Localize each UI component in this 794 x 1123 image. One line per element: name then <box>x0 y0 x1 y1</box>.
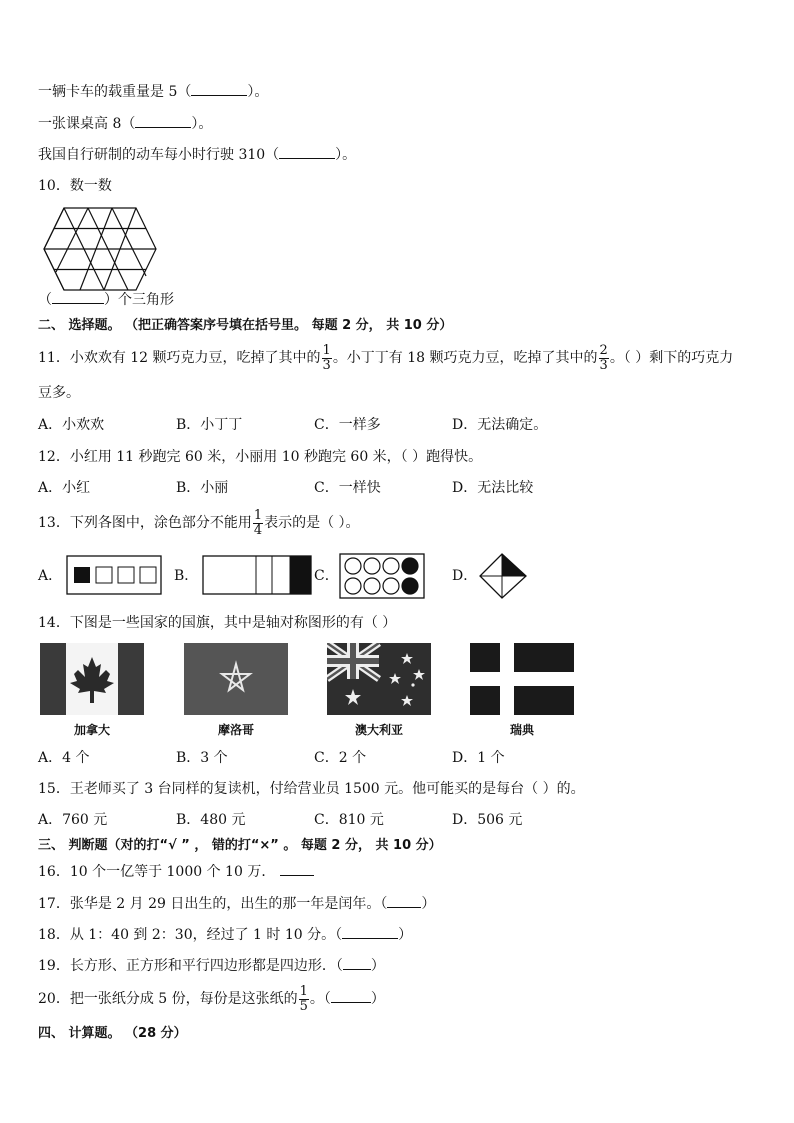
q14-option-d[interactable]: D．1 个 <box>452 750 505 766</box>
triangle-hexagon-figure <box>42 206 158 292</box>
q13-figure-a <box>66 555 162 595</box>
q12-option-a[interactable]: A．小红 <box>38 480 91 496</box>
q15-option-a[interactable]: A．760 元 <box>38 812 108 828</box>
q12-text: 12．小红用 11 秒跑完 60 米，小丽用 10 秒跑完 60 米，（ ）跑得快。 <box>38 449 483 465</box>
australia-flag <box>327 643 431 715</box>
q17-text: 17．张华是 2 月 29 日出生的，出生的那一年是闰年。（ ） <box>38 896 436 912</box>
flag-caption-australia: 澳大利亚 <box>354 723 403 737</box>
answer-blank[interactable] <box>191 83 247 96</box>
q13-option-d-label[interactable]: D． <box>452 568 478 584</box>
flag-caption-sweden: 瑞典 <box>509 723 534 737</box>
flag-caption-canada: 加拿大 <box>73 723 110 737</box>
q11-text: 11．小欢欢有 12 颗巧克力豆，吃掉了其中的 $\frac{1}{3}$ 。小丁丁有 18 颗巧克力豆，吃掉了其中的 $\frac{2}{3}$ 。（ ）剩下的巧克力 <box>38 342 734 373</box>
q11-text-line2: 豆多。 <box>38 385 80 401</box>
q13-option-c-label[interactable]: C． <box>314 568 339 584</box>
section-3-title: 三、 判断题（对的打“√ ” ， 错的打“×” 。 每题 2 分， 共 10 分） <box>38 838 442 853</box>
q12-option-c[interactable]: C．一样快 <box>314 480 381 496</box>
q15-option-c[interactable]: C．810 元 <box>314 812 384 828</box>
answer-blank[interactable] <box>342 926 398 939</box>
canada-flag <box>40 643 144 715</box>
q14-option-c[interactable]: C．2 个 <box>314 750 367 766</box>
q10-answer: （ ）个三角形 <box>38 292 174 308</box>
truck-question: 一辆卡车的载重量是 5（ ）。 <box>38 84 269 100</box>
q11-option-d[interactable]: D．无法确定。 <box>452 417 548 433</box>
q14-option-b[interactable]: B．3 个 <box>176 750 228 766</box>
flag-caption-morocco: 摩洛哥 <box>217 723 254 737</box>
desk-question: 一张课桌高 8（ ）。 <box>38 116 213 132</box>
q15-option-d[interactable]: D．506 元 <box>452 812 523 828</box>
answer-blank[interactable] <box>52 291 104 304</box>
fraction: $\frac{1}{4}$ <box>253 507 263 538</box>
fraction: $\frac{2}{3}$ <box>599 342 608 373</box>
q10-title: 10．数一数 <box>38 178 112 194</box>
sweden-flag <box>470 643 574 715</box>
answer-blank[interactable] <box>343 957 371 970</box>
q20-text: 20．把一张纸分成 5 份，每份是这张纸的 $\frac{1}{5}$ 。（ ） <box>38 983 385 1014</box>
answer-blank[interactable] <box>135 115 191 128</box>
section-4-title: 四、 计算题。 （28 分） <box>38 1026 187 1041</box>
q13-figure-c <box>339 553 425 599</box>
q19-text: 19．长方形、正方形和平行四边形都是四边形．（ ） <box>38 958 385 974</box>
fraction: $\frac{1}{5}$ <box>299 983 308 1014</box>
q15-option-b[interactable]: B．480 元 <box>176 812 246 828</box>
morocco-flag <box>184 643 288 715</box>
section-2-title: 二、 选择题。 （把正确答案序号填在括号里。 每题 2 分， 共 10 分） <box>38 318 453 333</box>
q11-option-a[interactable]: A．小欢欢 <box>38 417 105 433</box>
q13-figure-b <box>202 555 312 595</box>
answer-blank[interactable] <box>279 146 335 159</box>
answer-blank[interactable] <box>280 863 314 876</box>
q14-text: 14．下图是一些国家的国旗，其中是轴对称图形的有（ ） <box>38 615 397 631</box>
q11-option-c[interactable]: C．一样多 <box>314 417 381 433</box>
q18-text: 18．从 1：40 到 2：30，经过了 1 时 10 分。（ ） <box>38 927 413 943</box>
answer-blank[interactable] <box>387 895 421 908</box>
q13-option-b-label[interactable]: B． <box>174 568 199 584</box>
q13-figure-d <box>478 552 528 600</box>
fraction: $\frac{1}{3}$ <box>322 342 331 373</box>
q12-option-b[interactable]: B．小丽 <box>176 480 229 496</box>
q11-option-b[interactable]: B．小丁丁 <box>176 417 243 433</box>
answer-blank[interactable] <box>331 990 371 1003</box>
q13-option-a-label[interactable]: A． <box>38 568 63 584</box>
train-question: 我国自行研制的动车每小时行驶 310（ ）。 <box>38 147 357 163</box>
q12-option-d[interactable]: D．无法比较 <box>452 480 534 496</box>
q15-text: 15．王老师买了 3 台同样的复读机，付给营业员 1500 元。他可能买的是每台（ ）的。 <box>38 781 585 797</box>
q13-text: 13．下列各图中，涂色部分不能用 $\frac{1}{4}$ 表示的是（ ）。 <box>38 507 360 538</box>
q14-option-a[interactable]: A．4 个 <box>38 750 90 766</box>
q16-text: 16．10 个一亿等于 1000 个 10 万． <box>38 863 314 881</box>
